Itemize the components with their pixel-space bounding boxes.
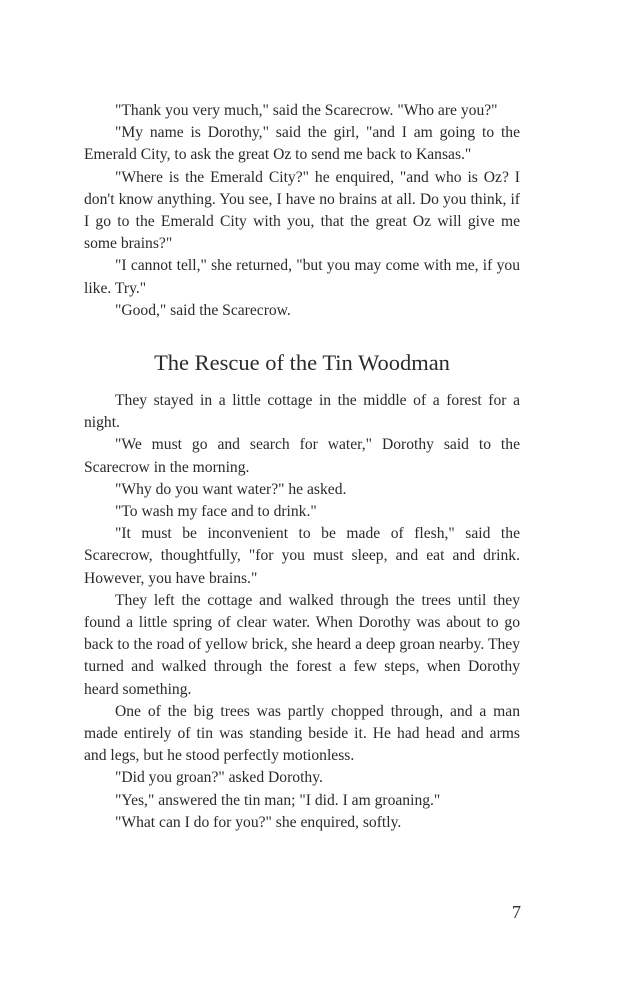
paragraph: "Where is the Emerald City?" he enquired, "and who is Oz? I don't know anything. You see, I have no brains at all. Do you think, if I go to the Emerald City with you, that the great Oz will give me some brains?" (84, 168, 520, 253)
paragraph: "I cannot tell," she returned, "but you may come with me, if you like. Try." (84, 257, 520, 297)
paragraph: One of the big trees was partly chopped through, and a man made entirely of tin was standing beside it. He had head and arms and legs, but he stood perfectly motionless. (84, 702, 520, 765)
paragraph: "Why do you want water?" he asked. (115, 480, 347, 498)
paragraph: "Thank you very much," said the Scarecrow. "Who are you?" (115, 102, 498, 119)
paragraph: "Did you groan?" asked Dorothy. (115, 769, 323, 787)
paragraph: "What can I do for you?" she enquired, softly. (115, 813, 402, 831)
paragraph: "We must go and search for water," Dorothy said to the Scarecrow in the morning. (84, 436, 520, 476)
paragraph: "It must be inconvenient to be made of flesh," said the Scarecrow, thoughtfully, "for you must sleep, and eat and drink. However, you have brains." (84, 525, 520, 587)
chapter-title: The Rescue of the Tin Woodman (154, 350, 450, 376)
paragraph: "Yes," answered the tin man; "I did. I am groaning." (115, 791, 441, 809)
paragraph: They left the cottage and walked through the trees until they found a little spring of clear water. When Dorothy was about to go back to the road of yellow brick, she heard a deep groan nearby. They turned and walked through the forest a few steps, when Dorothy heard something. (84, 591, 520, 698)
book-page (84, 100, 520, 834)
paragraph: "To wash my face and to drink." (115, 503, 317, 521)
page-number: 7 (512, 902, 521, 922)
paragraph: They stayed in a little cottage in the middle of a forest for a night. (84, 392, 520, 432)
paragraph: "My name is Dorothy," said the girl, "and I am going to the Emerald City, to ask the great Oz to send me back to Kansas." (84, 124, 520, 164)
paragraph: "Good," said the Scarecrow. (115, 301, 291, 319)
